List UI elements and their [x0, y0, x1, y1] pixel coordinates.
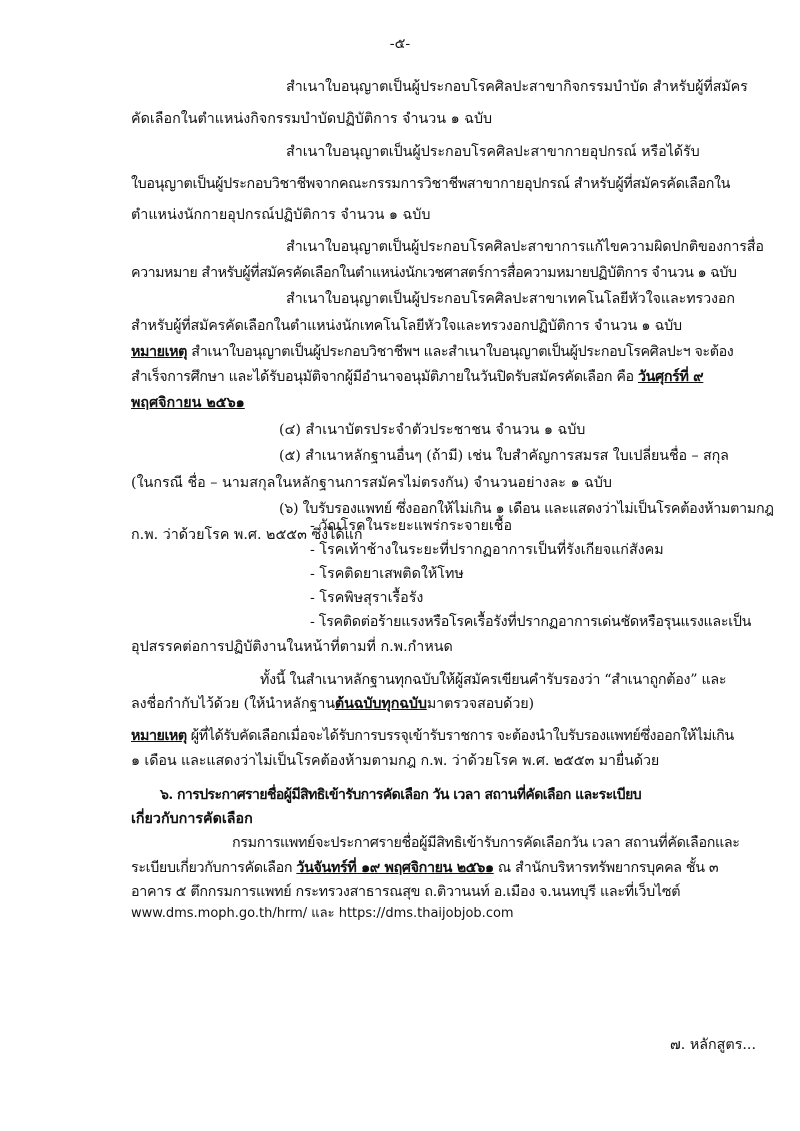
- license2-line1: สำเนาใบอนุญาตเป็นผู้ประกอบโรคศิลปะสาขากายอุปกรณ์ หรือได้รับ: [286, 144, 700, 160]
- note2-line1: [131, 725, 734, 747]
- note2-label: หมายเหตุ: [131, 728, 187, 744]
- license4-line2: สำหรับผู้ที่สมัครคัดเลือกในตำแหน่งนักเทคโนโลยีหัวใจและทรวงอกปฏิบัติการ จำนวน ๑ ฉบับ: [131, 318, 682, 334]
- license3-line1: สำเนาใบอนุญาตเป็นผู้ประกอบโรคศิลปะสาขาการแก้ไขความผิดปกติของการสื่อ: [286, 239, 764, 255]
- item4: (๔) สำเนาบัตรประจำตัวประชาชน จำนวน ๑ ฉบับ: [279, 422, 586, 438]
- certify-line1: ทั้งนี้ ในสำเนาหลักฐานทุกฉบับให้ผู้สมัครเขียนคำรับรองว่า “สำเนาถูกต้อง” และ: [260, 672, 727, 688]
- note1-deadline-month: พฤศจิกายน ๒๕๖๑: [131, 395, 245, 411]
- license3-line2: ความหมาย สำหรับผู้ที่สมัครคัดเลือกในตำแหน่งนักเวชศาสตร์การสื่อความหมายปฏิบัติการ จำนวน ๑ ฉบับ: [131, 265, 737, 281]
- certify-original-docs: ต้นฉบับทุกฉบับ: [334, 696, 427, 712]
- note1-text: สำเนาใบอนุญาตเป็นผู้ประกอบวิชาชีพฯ และสำเนาใบอนุญาตเป็นผู้ประกอบโรคศิลปะฯ จะต้อง: [187, 344, 734, 360]
- license1-line1: สำเนาใบอนุญาตเป็นผู้ประกอบโรคศิลปะสาขากิจกรรมบำบัด สำหรับผู้ที่สมัคร: [286, 79, 748, 95]
- license4-line1: สำเนาใบอนุญาตเป็นผู้ประกอบโรคศิลปะสาขาเทคโนโลยีหัวใจและทรวงอก: [286, 291, 735, 307]
- license1-line2: คัดเลือกในตำแหน่งกิจกรรมบำบัดปฏิบัติการ จำนวน ๑ ฉบับ: [131, 111, 493, 127]
- note2-text: ผู้ที่ได้รับคัดเลือกเมื่อจะได้รับการบรรจุเข้ารับราชการ จะต้องนำใบรับรองแพทย์ซึ่งออกให้ไม่เกิน: [186, 728, 734, 744]
- item6-line2: ก.พ. ว่าด้วยโรค พ.ศ. ๒๕๕๓ ซึ่งได้แก่: [131, 527, 363, 543]
- disease-4: - โรคพิษสุราเรื้อรัง: [310, 590, 424, 606]
- disease-3: - โรคติดยาเสพติดให้โทษ: [310, 566, 464, 582]
- item6-line1: (๖) ใบรับรองแพทย์ ซึ่งออกให้ไม่เกิน ๑ เดือน และแสดงว่าไม่เป็นโรคต้องห้ามตามกฎ: [279, 501, 774, 517]
- disease-5-line2: อุปสรรคต่อการปฏิบัติงานในหน้าที่ตามที่ ก.พ.กำหนด: [131, 639, 453, 655]
- section6-body-text: ระเบียบเกี่ยวกับการคัดเลือก: [131, 860, 297, 876]
- section6-heading-line1: ๖. การประกาศรายชื่อผู้มีสิทธิเข้ารับการคัดเลือก วัน เวลา สถานที่คัดเลือก และระเบียบ: [160, 787, 642, 803]
- section6-body-line3: อาคาร ๕ ตึกกรมการแพทย์ กระทรวงสาธารณสุข ถ.ติวานนท์ อ.เมือง จ.นนทบุรี และที่เว็บไซต์: [131, 884, 681, 900]
- disease-2: - โรคเท้าช้างในระยะที่ปรากฏอาการเป็นที่รังเกียจแก่สังคม: [310, 542, 664, 558]
- item5-line1: (๕) สำเนาหลักฐานอื่นๆ (ถ้ามี) เช่น ใบสำคัญการสมรส ใบเปลี่ยนชื่อ – สกุล: [279, 448, 729, 464]
- note2-line2: ๑ เดือน และแสดงว่าไม่เป็นโรคต้องห้ามตามกฎ ก.พ. ว่าด้วยโรค พ.ศ. ๒๕๕๓ มายื่นด้วย: [131, 753, 660, 769]
- note1-line1: [131, 341, 733, 363]
- license2-line3: ตำแหน่งนักกายอุปกรณ์ปฏิบัติการ จำนวน ๑ ฉบับ: [131, 207, 431, 223]
- section6-body-text-end: ณ สำนักบริหารทรัพยากรบุคคล ชั้น ๓: [493, 860, 719, 876]
- license2-line2: ใบอนุญาตเป็นผู้ประกอบวิชาชีพจากคณะกรรมการวิชาชีพสาขากายอุปกรณ์ สำหรับผู้ที่สมัครคัดเลือกใน: [131, 176, 731, 192]
- page-number: -๕-: [389, 36, 411, 52]
- note1-deadline-day: วันศุกร์ที่ ๙: [638, 369, 704, 385]
- note1-text2: สำเร็จการศึกษา และได้รับอนุมัติจากผู้มีอำนาจอนุมัติภายในวันปิดรับสมัครคัดเลือก คือ: [131, 369, 638, 385]
- note1-line2: [131, 366, 703, 388]
- section6-heading-line2: เกี่ยวกับการคัดเลือก: [131, 811, 253, 827]
- next-page-continuation: ๗. หลักสูตร...: [670, 1037, 757, 1053]
- section6-website-links[interactable]: www.dms.moph.go.th/hrm/ และ https://dms.thaijobjob.com: [131, 906, 514, 921]
- certify-text: ลงชื่อกำกับไว้ด้วย (ให้นำหลักฐาน: [131, 696, 335, 712]
- section6-body-line2: [131, 857, 718, 879]
- certify-line2: [131, 693, 534, 715]
- certify-text-end: มาตรวจสอบด้วย): [426, 696, 535, 712]
- section6-announce-date: วันจันทร์ที่ ๑๙ พฤศจิกายน ๒๕๖๑: [296, 860, 494, 876]
- section6-body-line1: กรมการแพทย์จะประกาศรายชื่อผู้มีสิทธิเข้ารับการคัดเลือกวัน เวลา สถานที่คัดเลือกและ: [232, 835, 740, 851]
- disease-1: - วัณโรคในระยะแพร่กระจายเชื้อ: [310, 518, 513, 534]
- item5-line2: (ในกรณี ชื่อ – นามสกุลในหลักฐานการสมัครไม่ตรงกัน) จำนวนอย่างละ ๑ ฉบับ: [131, 475, 612, 491]
- disease-5-line1: - โรคติดต่อร้ายแรงหรือโรคเรื้อรังที่ปรากฏอาการเด่นชัดหรือรุนแรงและเป็น: [310, 614, 752, 630]
- note1-label: หมายเหตุ: [131, 344, 188, 360]
